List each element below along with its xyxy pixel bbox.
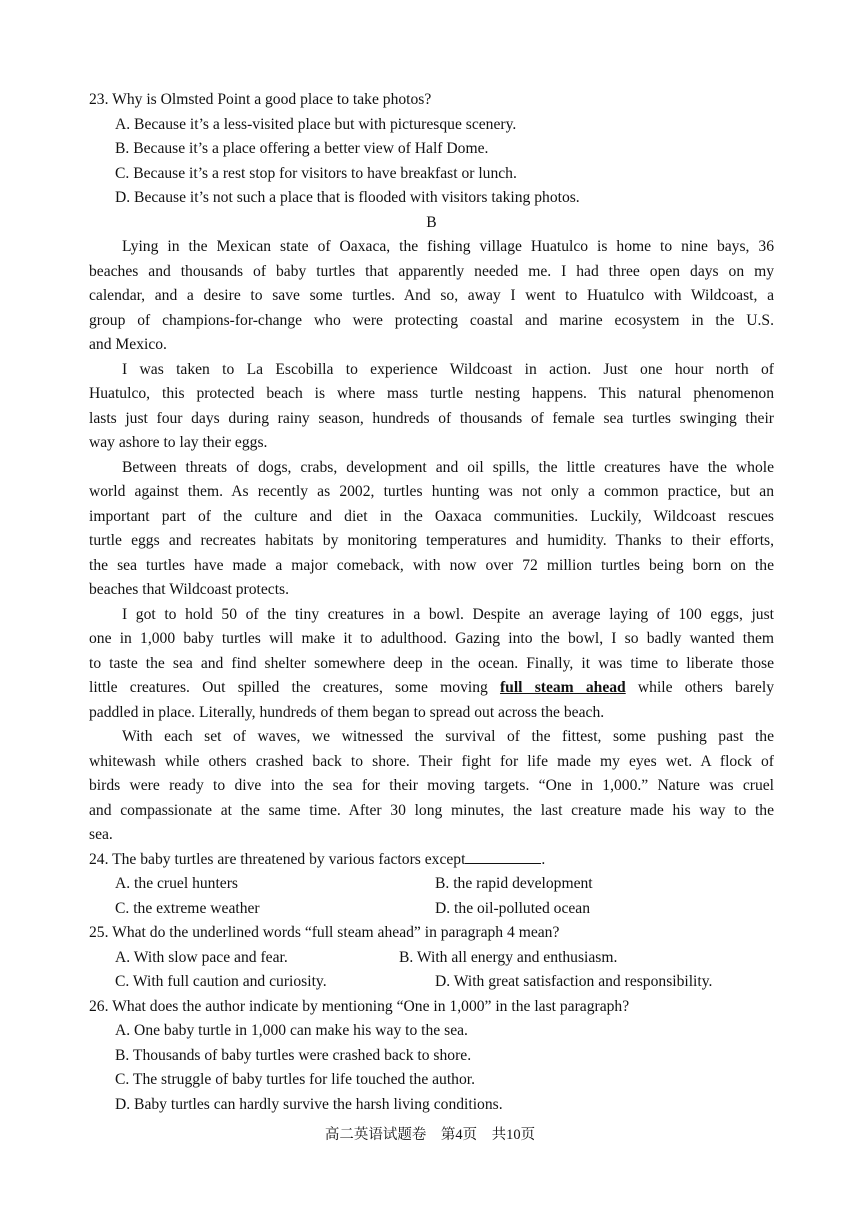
text-line: turtle eggs and recreates habitats by monitoring temperatures and humidity. Thanks to their efforts,: [89, 532, 774, 549]
paragraph-5: [89, 725, 774, 848]
option-a: A. One baby turtle in 1,000 can make his way to the sea.: [115, 1022, 468, 1039]
page-content: [89, 88, 774, 1117]
text-line: beaches that Wildcoast protects.: [89, 581, 290, 598]
text-line: whitewash while others crashed back to shore. Their fight for life made my eyes wet. A flock of: [89, 752, 774, 770]
question-25: [89, 921, 774, 995]
text-line: group of champions-for-change who were protecting coastal and marine ecosystem in the U.S.: [89, 311, 774, 329]
text-line: lasts just four days during rainy season, hundreds of thousands of female sea turtles swinging their: [89, 409, 774, 427]
answer-blank: [465, 848, 541, 864]
option-d: D. With great satisfaction and responsibility.: [435, 973, 713, 990]
text-line: and compassionate at the same time. After 30 long minutes, the last creature made his way to the: [89, 801, 774, 819]
paragraph-3: [89, 456, 774, 603]
option-c: C. Because it’s a rest stop for visitors to have breakfast or lunch.: [115, 164, 517, 182]
text-line: world against them. As recently as 2002, turtles hunting was not only a common practice, but an: [89, 483, 774, 500]
text-line: birds were ready to dive into the sea for their moving targets. “One in 1,000.” Nature was cruel: [89, 777, 774, 794]
text-line: way ashore to lay their eggs.: [89, 434, 268, 451]
text-line: [89, 676, 774, 701]
option-d: D. Baby turtles can hardly survive the harsh living conditions.: [115, 1095, 503, 1113]
text-line: important part of the culture and diet in the Oaxaca communities. Luckily, Wildcoast rescues: [89, 507, 774, 525]
text-segment: little creatures. Out spilled the creatures, some moving: [89, 679, 500, 696]
text-line: the sea turtles have made a major comeback, with now over 72 million turtles being born on the: [89, 556, 774, 574]
passage: [89, 235, 774, 848]
question-26: [89, 995, 774, 1118]
question-stem: 25. What do the underlined words “full steam ahead” in paragraph 4 mean?: [89, 924, 560, 941]
paragraph-4: [89, 603, 774, 726]
option-row: [89, 872, 774, 897]
stem-text: 24. The baby turtles are threatened by various factors except: [89, 850, 466, 868]
text-line: paddled in place. Literally, hundreds of them began to spread out across the beach.: [89, 703, 605, 721]
text-line: one in 1,000 baby turtles will make it to adulthood. Gazing into the bowl, I so badly wanted them: [89, 630, 774, 647]
option-a: A. the cruel hunters: [115, 875, 238, 892]
text-line: I got to hold 50 of the tiny creatures in a bowl. Despite an average laying of 100 eggs, just: [122, 605, 774, 623]
paragraph-2: [89, 358, 774, 456]
question-stem: 23. Why is Olmsted Point a good place to take photos?: [89, 91, 432, 108]
option-b: B. Because it’s a place offering a better view of Half Dome.: [115, 140, 489, 157]
text-line: beaches and thousands of baby turtles that apparently needed me. I had three open days on my: [89, 262, 774, 280]
paragraph-1: [89, 235, 774, 358]
option-d: D. Because it’s not such a place that is flooded with visitors taking photos.: [115, 189, 580, 206]
section-heading: B: [426, 213, 437, 231]
option-row: [89, 946, 774, 971]
text-line: With each set of waves, we witnessed the survival of the fittest, some pushing past the: [122, 728, 774, 745]
text-line: calendar, and a desire to save some turtles. And so, away I went to Huatulco with Wildcoast, a: [89, 287, 774, 304]
text-line: Huatulco, this protected beach is where mass turtle nesting happens. This natural phenomenon: [89, 385, 774, 402]
question-stem: [89, 848, 774, 873]
option-b: B. Thousands of baby turtles were crashed back to shore.: [115, 1046, 472, 1064]
option-c: C. The struggle of baby turtles for life touched the author.: [115, 1071, 476, 1088]
option-d: D. the oil-polluted ocean: [435, 899, 591, 917]
option-c: C. the extreme weather: [115, 899, 260, 917]
option-b: B. With all energy and enthusiasm.: [399, 948, 618, 966]
stem-end: .: [541, 850, 546, 868]
question-24: [89, 848, 774, 922]
text-segment: while others barely: [625, 679, 774, 696]
question-23: [89, 88, 774, 211]
text-line: Between threats of dogs, crabs, development and oil spills, the little creatures have the whole: [122, 458, 774, 476]
text-line: I was taken to La Escobilla to experience Wildcoast in action. Just one hour north of: [122, 360, 774, 378]
text-line: sea.: [89, 826, 113, 843]
text-line: and Mexico.: [89, 336, 167, 353]
option-row: [89, 970, 774, 995]
option-b: B. the rapid development: [435, 875, 593, 892]
text-line: Lying in the Mexican state of Oaxaca, the fishing village Huatulco is home to nine bays, 36: [122, 238, 774, 255]
page-footer: 高二英语试题卷 第4页 共10页: [324, 1127, 536, 1143]
underlined-phrase: full steam ahead: [499, 679, 626, 696]
option-a: A. Because it’s a less-visited place but with picturesque scenery.: [115, 115, 517, 133]
question-stem: 26. What does the author indicate by mentioning “One in 1,000” in the last paragraph?: [89, 997, 630, 1015]
text-line: to taste the sea and find shelter somewhere deep in the ocean. Finally, it was time to liberate those: [89, 654, 774, 672]
option-c: C. With full caution and curiosity.: [115, 973, 327, 990]
option-row: [89, 897, 774, 922]
option-a: A. With slow pace and fear.: [115, 948, 288, 966]
